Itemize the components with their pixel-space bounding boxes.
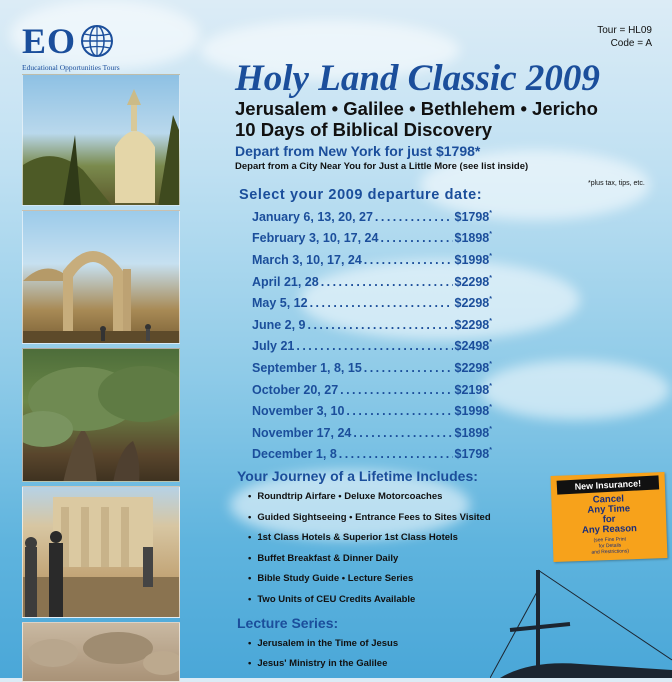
departure-price: $1798* xyxy=(454,209,492,224)
tax-note: *plus tax, tips, etc. xyxy=(588,180,645,187)
departure-price: $2298* xyxy=(454,274,492,289)
cloud xyxy=(480,360,670,420)
departure-row xyxy=(252,249,492,271)
logo-text: EO xyxy=(22,21,77,61)
departure-dates: January 6, 13, 20, 27 xyxy=(252,209,373,224)
insurance-message: Cancel Any Time for Any Reason xyxy=(581,493,638,536)
list-item: • Two Units of CEU Credits Available xyxy=(248,593,491,614)
departure-row xyxy=(252,271,492,293)
dot-leader xyxy=(353,426,452,440)
departure-row xyxy=(252,422,492,444)
departure-price: $1998* xyxy=(454,404,492,419)
church-photo xyxy=(22,74,180,206)
synagogue-ruins-photo xyxy=(22,486,180,618)
includes-list xyxy=(248,490,491,614)
departure-dates: July 21 xyxy=(252,339,295,354)
ship-silhouette xyxy=(490,560,672,678)
departure-price: $2298* xyxy=(454,317,492,332)
departure-price: $1798* xyxy=(454,447,492,462)
stones-photo xyxy=(22,622,180,682)
tour-code xyxy=(597,24,652,50)
departure-price: $2298* xyxy=(454,296,492,311)
departure-price: $1898* xyxy=(454,231,492,246)
dot-leader xyxy=(380,231,452,245)
insurance-title: New Insurance! xyxy=(557,475,660,494)
departure-row xyxy=(252,336,492,358)
olive-trees-photo xyxy=(22,348,180,482)
dot-leader xyxy=(321,275,453,289)
departure-price: $1998* xyxy=(454,252,492,267)
departure-dates: June 2, 9 xyxy=(252,317,306,332)
lectures-heading: Lecture Series: xyxy=(237,615,339,631)
arches-photo xyxy=(22,210,180,344)
insurance-badge xyxy=(551,472,668,562)
departure-row xyxy=(252,400,492,422)
list-item: • 1st Class Hotels & Superior 1st Class Hotels xyxy=(248,531,491,552)
departure-row xyxy=(252,444,492,466)
departure-row xyxy=(252,292,492,314)
departure-dates: October 20, 27 xyxy=(252,382,339,397)
tour-number: Tour = HL09 xyxy=(597,25,652,36)
includes-heading: Your Journey of a Lifetime Includes: xyxy=(237,468,478,484)
dot-leader xyxy=(310,296,453,310)
globe-icon xyxy=(80,24,114,58)
departure-dates: April 21, 28 xyxy=(252,274,319,289)
insurance-fine-print: (see Fine Print for Details and Restrictions) xyxy=(591,536,630,556)
departures-heading: Select your 2009 departure date: xyxy=(239,187,483,203)
dot-leader xyxy=(364,253,453,267)
page-title: Holy Land Classic 2009 xyxy=(235,58,600,99)
list-item: • Jerusalem in the Time of Jesus xyxy=(248,637,398,657)
logo-tagline: Educational Opportunities Tours xyxy=(22,63,120,72)
departure-list xyxy=(252,206,492,465)
list-item: • Buffet Breakfast & Dinner Daily xyxy=(248,552,491,573)
code-letter: Code = A xyxy=(610,38,652,49)
departure-row xyxy=(252,314,492,336)
departure-dates: March 3, 10, 17, 24 xyxy=(252,252,362,267)
departure-row xyxy=(252,206,492,228)
list-item: • Guided Sightseeing • Entrance Fees to Sites Visited xyxy=(248,511,491,532)
departure-price: $2198* xyxy=(454,382,492,397)
departure-dates: May 5, 12 xyxy=(252,296,308,311)
dot-leader xyxy=(308,318,453,332)
lectures-list xyxy=(248,637,398,677)
dot-leader xyxy=(375,210,453,224)
destinations: Jerusalem • Galilee • Bethlehem • Jericho xyxy=(235,98,598,119)
list-item: • Roundtrip Airfare • Deluxe Motorcoaches xyxy=(248,490,491,511)
dot-leader xyxy=(296,339,452,353)
departure-row xyxy=(252,228,492,250)
photo-column xyxy=(22,74,180,678)
departure-row xyxy=(252,379,492,401)
dot-leader xyxy=(346,404,452,418)
dot-leader xyxy=(340,383,452,397)
departure-dates: February 3, 10, 17, 24 xyxy=(252,231,379,246)
duration: 10 Days of Biblical Discovery xyxy=(235,119,493,140)
depart-main: Depart from New York for just $1798* xyxy=(235,143,481,159)
departure-dates: November 17, 24 xyxy=(252,425,352,440)
departure-dates: November 3, 10 xyxy=(252,404,345,419)
list-item: • Bible Study Guide • Lecture Series xyxy=(248,572,491,593)
departure-price: $2298* xyxy=(454,360,492,375)
depart-sub: Depart from a City Near You for Just a Little More (see list inside) xyxy=(235,161,529,172)
departure-price: $2498* xyxy=(454,339,492,354)
dot-leader xyxy=(339,447,453,461)
dot-leader xyxy=(364,361,453,375)
departure-dates: December 1, 8 xyxy=(252,447,337,462)
departure-price: $1898* xyxy=(454,425,492,440)
departure-row xyxy=(252,357,492,379)
list-item: • Jesus' Ministry in the Galilee xyxy=(248,657,398,677)
heading-block xyxy=(235,60,655,173)
brand-logo xyxy=(22,20,172,72)
departure-dates: September 1, 8, 15 xyxy=(252,360,362,375)
